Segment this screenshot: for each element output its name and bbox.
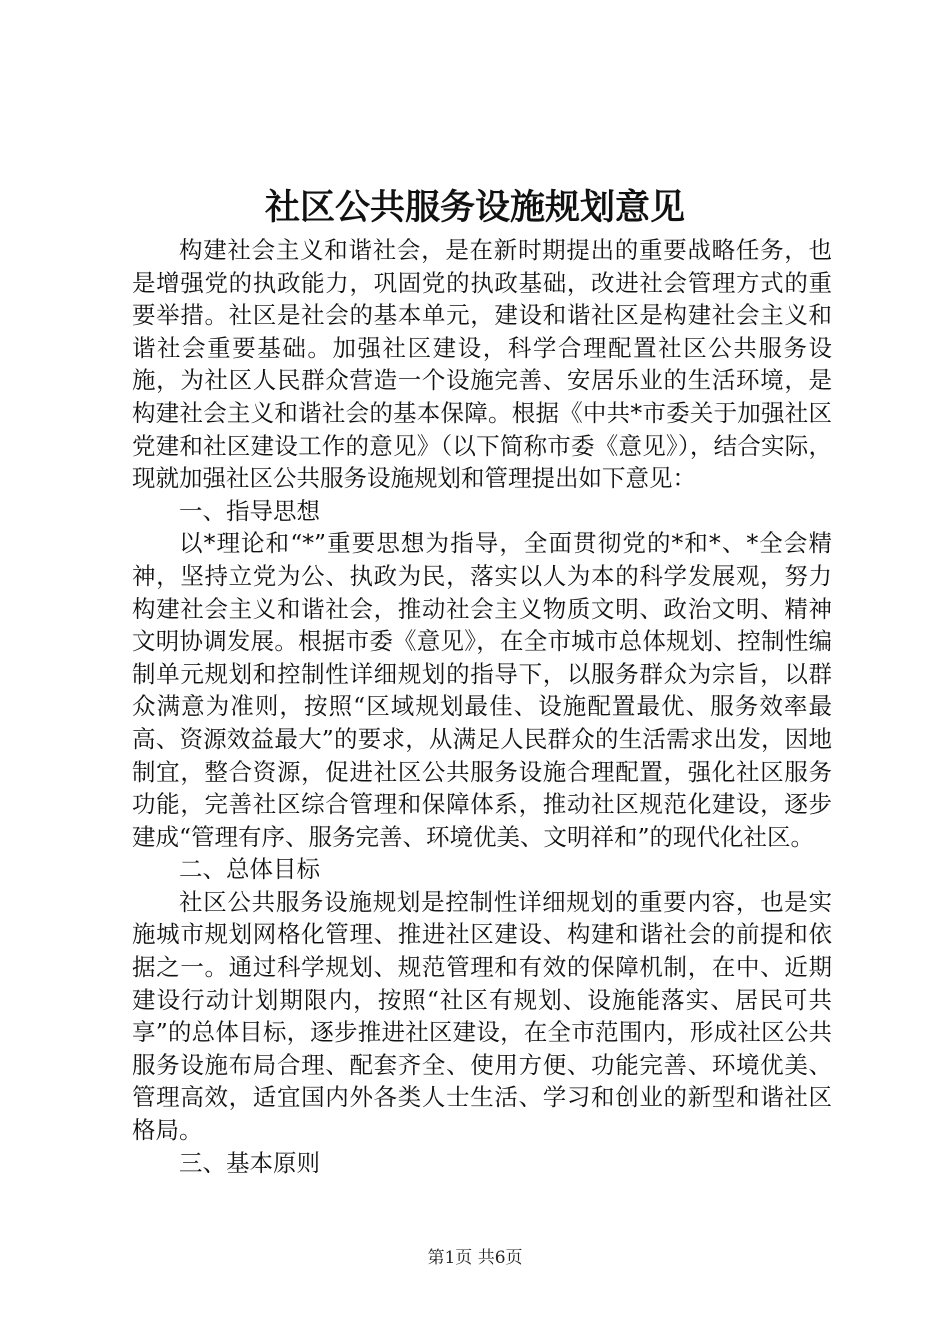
intro-paragraph: 构建社会主义和谐社会，是在新时期提出的重要战略任务，也是增强党的执政能力，巩固党的执政基础，改进社会管理方式的重要举措。社区是社会的基本单元，建设和谐社区是构建社会主义和谐社会重要基础。加强社区建设，科学合理配置社区公共服务设施，为社区人民群众营造一个设施完善、安居乐业的生活环境，是构建社会主义和谐社会的基本保障。根据《中共*市委关于加强社区党建和社区建设工作的意见》（以下简称市委《意见》），结合实际，现就加强社区公共服务设施规划和管理提出如下意见：: [132, 236, 832, 493]
page-footer: 第1页 共6页: [427, 1248, 523, 1268]
document-body: [132, 234, 832, 1179]
section-heading-guiding-ideology: 一、指导思想: [179, 496, 320, 525]
overall-goal-paragraph: 社区公共服务设施规划是控制性详细规划的重要内容，也是实施城市规划网格化管理、推进社区建设、构建和谐社会的前提和依据之一。通过科学规划、规范管理和有效的保障机制，在中、近期建设行动计划期限内，按照“社区有规划、设施能落实、居民可共享”的总体目标，逐步推进社区建设，在全市范围内，形成社区公共服务设施布局合理、配套齐全、使用方便、功能完善、环境优美、管理高效，适宜国内外各类人士生活、学习和创业的新型和谐社区格局。: [132, 887, 832, 1145]
section-heading-basic-principles: 三、基本原则: [179, 1148, 320, 1177]
section-heading-overall-goal: 二、总体目标: [179, 855, 320, 884]
document-title: 社区公共服务设施规划意见: [264, 187, 685, 228]
guiding-ideology-paragraph: 以*理论和“*”重要思想为指导，全面贯彻党的*和*、*全会精神，坚持立党为公、执政为民，落实以人为本的科学发展观，努力构建社会主义和谐社会，推动社会主义物质文明、政治文明、精神文明协调发展。根据市委《意见》，在全市城市总体规划、控制性编制单元规划和控制性详细规划的指导下，以服务群众为宗旨，以群众满意为准则，按照“区域规划最佳、设施配置最优、服务效率最高、资源效益最大”的要求，从满足人民群众的生活需求出发，因地制宜，整合资源，促进社区公共服务设施合理配置，强化社区服务功能，完善社区综合管理和保障体系，推动社区规范化建设，逐步建成“管理有序、服务完善、环境优美、文明祥和”的现代化社区。: [132, 529, 832, 851]
